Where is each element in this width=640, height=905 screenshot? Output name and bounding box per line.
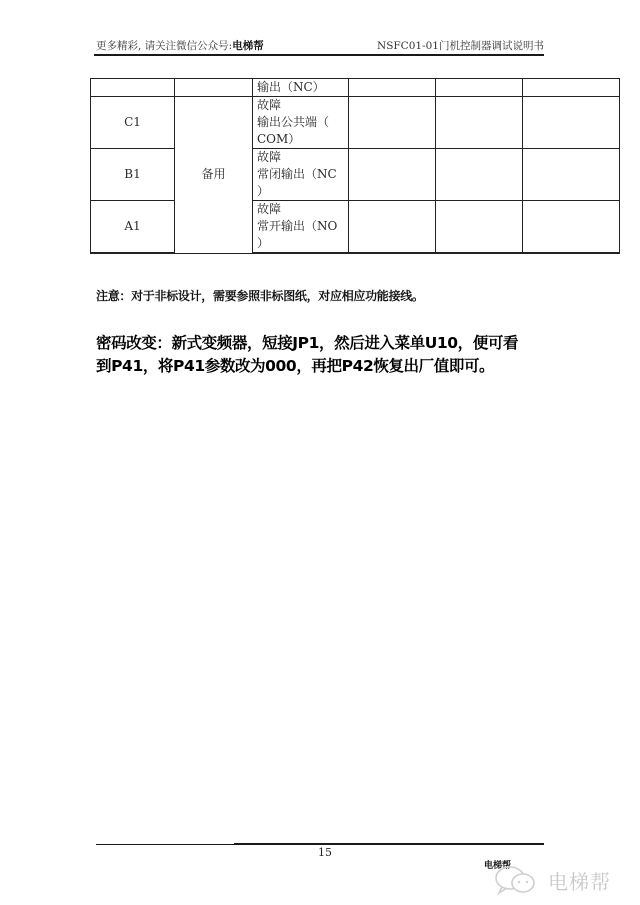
- empty-cell: [349, 149, 436, 201]
- terminal-cell: B1: [91, 149, 175, 201]
- empty-cell: [436, 201, 523, 254]
- description-cell: [253, 149, 349, 201]
- document-title: NSFC01-01门机控制器调试说明书: [377, 40, 544, 52]
- header-divider: [94, 54, 544, 56]
- terminal-cell: [91, 79, 175, 97]
- wiring-note: 注意：对于非标设计，需要参照非标图纸，对应相应功能接线。: [96, 289, 424, 303]
- description-line: 故障: [257, 98, 282, 112]
- description-line: 输出（NC）: [257, 80, 325, 94]
- description-line: 故障: [257, 150, 282, 164]
- header-left: [96, 38, 264, 53]
- page-header: [96, 38, 544, 52]
- description-line: ）: [257, 236, 270, 250]
- terminal-table: [90, 78, 620, 254]
- description-line: 常闭输出（NC: [257, 167, 337, 181]
- wechat-icon: [492, 864, 542, 896]
- description-cell: [253, 79, 349, 97]
- footer-divider-thick: [234, 843, 544, 845]
- empty-cell: [349, 79, 436, 97]
- description-line: 故障: [257, 202, 282, 216]
- header-left-text: 更多精彩, 请关注微信公众号:: [96, 40, 233, 52]
- description-cell: [253, 201, 349, 254]
- description-cell: [253, 97, 349, 149]
- terminal-cell: A1: [91, 201, 175, 254]
- footer-brand-mark: 电梯帮: [484, 861, 512, 871]
- empty-cell: [523, 97, 620, 149]
- terminal-cell: C1: [91, 97, 175, 149]
- function-cell: [175, 79, 253, 97]
- description-line: ）: [257, 184, 270, 198]
- password-change-instructions: [96, 332, 556, 378]
- password-line-1: 密码改变：新式变频器，短接JP1，然后进入菜单U10，便可看: [96, 334, 519, 352]
- empty-cell: [436, 79, 523, 97]
- empty-cell: [349, 97, 436, 149]
- table-row: [91, 149, 620, 201]
- table-row: [91, 97, 620, 149]
- password-line-2: 到P41，将P41参数改为000，再把P42恢复出厂值即可。: [96, 357, 495, 375]
- description-line: COM）: [257, 132, 301, 146]
- page-number: 15: [318, 846, 332, 859]
- watermark-text: 电梯帮: [548, 870, 611, 894]
- description-line: 常开输出（NO: [257, 219, 338, 233]
- table-row: [91, 201, 620, 254]
- empty-cell: [523, 201, 620, 254]
- empty-cell: [523, 79, 620, 97]
- empty-cell: [349, 201, 436, 254]
- empty-cell: [436, 149, 523, 201]
- wechat-watermark: [492, 860, 632, 900]
- header-brand: 电梯帮: [232, 40, 264, 52]
- table-row: [91, 79, 620, 97]
- empty-cell: [523, 149, 620, 201]
- description-line: 输出公共端（: [257, 115, 330, 129]
- empty-cell: [436, 97, 523, 149]
- function-cell-merged: 备用: [175, 97, 253, 254]
